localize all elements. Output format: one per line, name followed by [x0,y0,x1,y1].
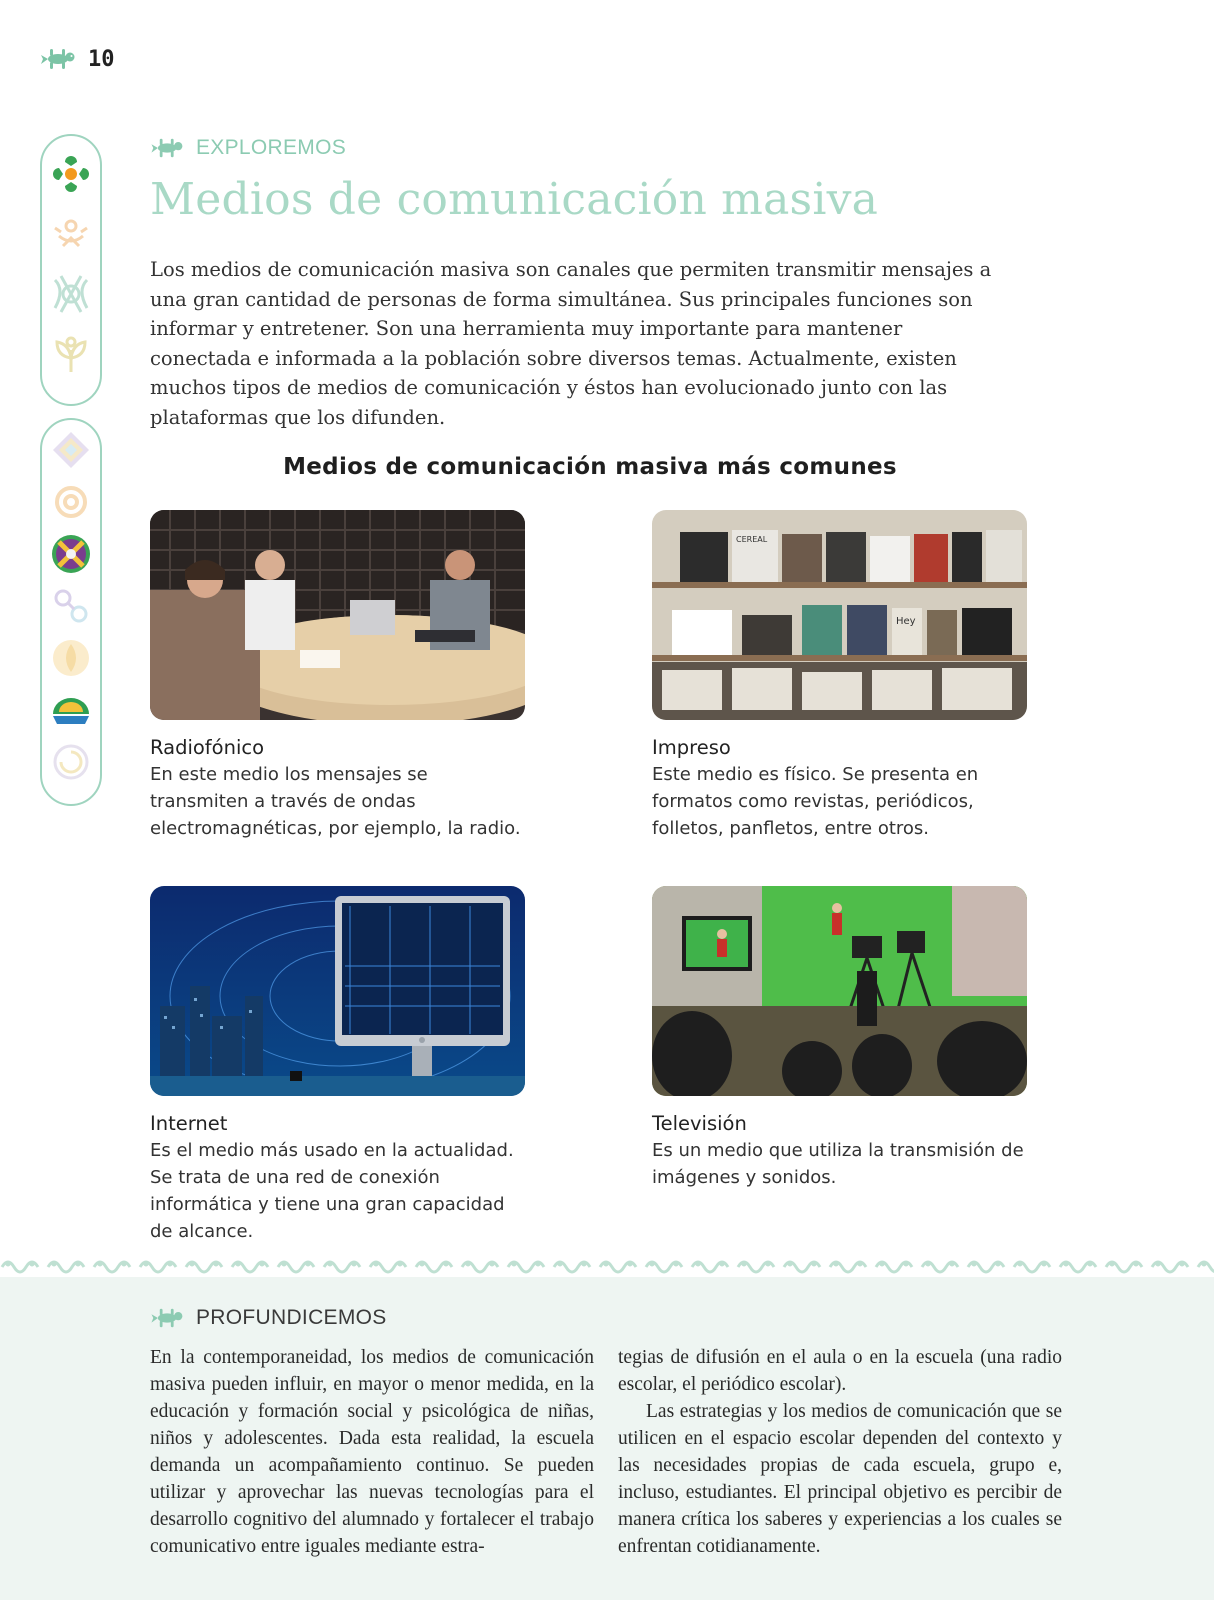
media-card-internet [150,886,530,1245]
diamond-cross-icon [49,428,93,472]
swirl-circle-icon [49,740,93,784]
media-card-radio [150,510,530,842]
media-description: Es el medio más usado en la actualidad. Se trata de una red de conexión informática y tiene una gran capacidad de alcance. [150,1140,514,1242]
magazine-cover-title: Hey [896,616,916,627]
magazine-cover-title: CEREAL [736,535,768,544]
compass-x-icon [49,532,93,576]
section-label-explore [150,136,346,160]
spiral-icon [49,480,93,524]
computer-network-photo [150,886,525,1096]
media-card-print [652,510,1032,842]
lizard-icon [150,136,188,160]
deepen-paragraph: Las estrategias y los medios de comunicación que se utilicen en el espacio escolar dependen del contexto y las necesidades propias de cada escuela, grupo e, incluso, estudiantes. El principal objetivo es percibir de manera crítica los saberes y experiencias a los cuales se enfrentan cotidianamente. [618,1401,1062,1557]
media-title: Radiofónico [150,736,265,759]
intro-paragraph: Los medios de comunicación masiva son canales que permiten transmitir mensajes a una gran cantidad de personas de forma simultánea. Sus principales funciones son informar y entretener. Son una herramienta muy importante para mantener conectada e informada a la población sobre diversos temas. Actualmente, existen muchos tipos de medios de comunicación y éstos han evolucionado junto con las plataformas que los difunden. [150,258,992,429]
magazine-shelf-photo [652,510,1027,720]
sidebar-bottom-panel [40,418,102,806]
lotus-icon [49,636,93,680]
people-ring-icon [49,272,93,316]
media-description: En este medio los mensajes se transmiten a través de ondas electromagnéticas, por ejemplo, la radio. [150,764,521,839]
sun-figure-icon [49,212,93,256]
media-card-television [652,886,1032,1191]
section-label-text: EXPLOREMOS [196,136,347,159]
lizard-icon [40,46,80,72]
tv-studio-photo [652,886,1027,1096]
sidebar-top-panel [40,134,102,406]
radio-studio-photo [150,510,525,720]
page-title: Medios de comunicación masiva [150,174,879,225]
chain-icon [49,584,93,628]
media-title: Internet [150,1112,228,1135]
deepen-paragraph: En la contemporaneidad, los medios de comunicación masiva pueden influir, en mayor o menor medida, en la educación y formación social y psicológica de niñas, niños y adolescentes. Dada esta realidad, la escuela demanda un acompañamiento continuo. Se pueden utilizar y aprovechar las nuevas tecnologías para el desarrollo cognitivo del alumnado y fortalecer el trabajo comunicativo entre iguales mediante estra- [150,1347,594,1557]
page-number-text: 10 [88,46,115,72]
decorative-wave-border [0,1253,1214,1277]
flower-axis-icon [49,152,93,196]
media-title: Televisión [652,1112,747,1135]
sprout-icon [49,332,93,376]
media-description: Es un medio que utiliza la transmisión de imágenes y sonidos. [652,1140,1024,1188]
deepen-column-1 [150,1344,594,1560]
media-description: Este medio es físico. Se presenta en formatos como revistas, periódicos, folletos, panfletos, entre otros. [652,764,979,839]
deepen-column-2 [618,1344,1062,1560]
media-title: Impreso [652,736,731,759]
dome-icon [49,688,93,732]
lizard-icon [150,1306,188,1330]
page-number [40,46,115,72]
media-subheading: Medios de comunicación masiva más comunes [283,454,897,480]
deepen-paragraph: tegias de difusión en el aula o en la escuela (una radio escolar, el periódico escolar). [618,1347,1062,1395]
section-label-deepen [150,1306,387,1330]
section-label-text: PROFUNDICEMOS [196,1306,387,1329]
